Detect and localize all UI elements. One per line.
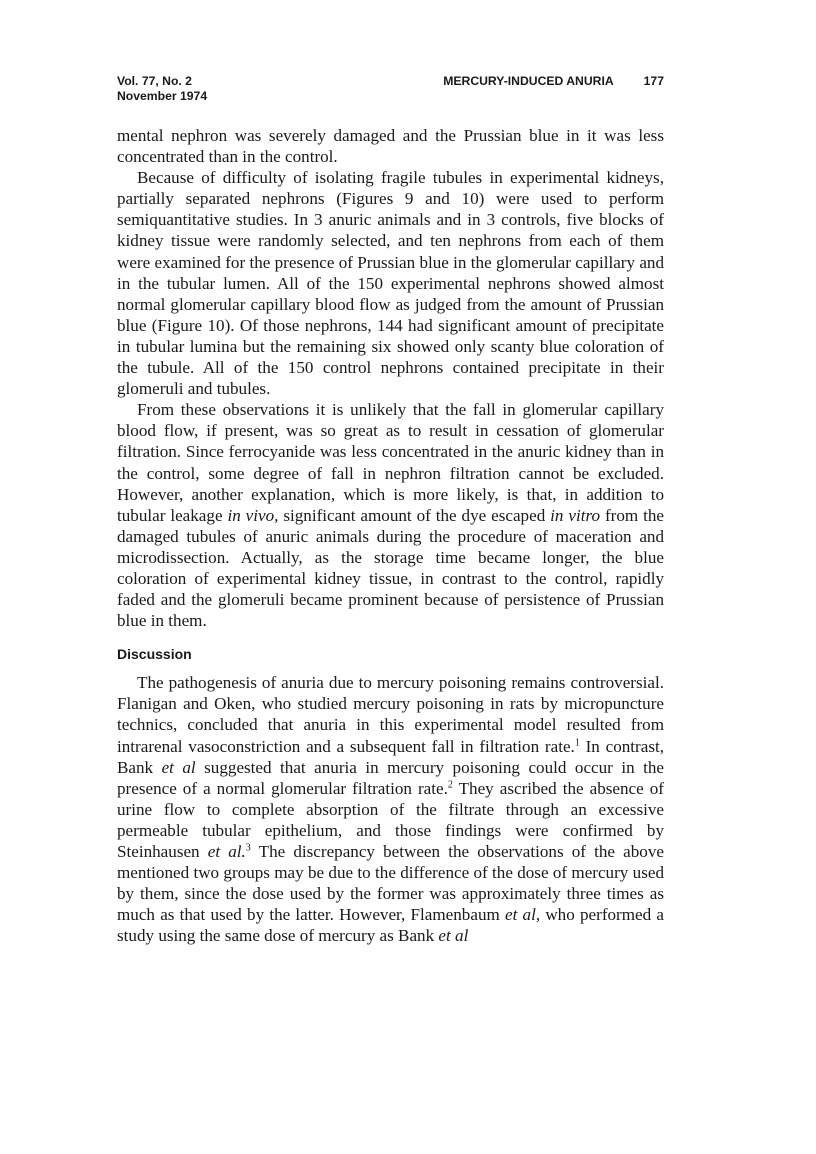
paragraph-discussion: [117, 672, 664, 946]
running-header: [443, 74, 664, 89]
paragraph-text: significant amount of the dye escaped: [278, 505, 551, 525]
paragraph-continued: [117, 125, 664, 167]
italic-in-vivo: in vivo,: [227, 505, 279, 525]
paragraph-semiquantitative-study: [117, 167, 664, 399]
article-body: [117, 125, 664, 946]
reference-superscript: 2: [447, 779, 453, 791]
paragraph-observations: [117, 399, 664, 631]
italic-et-al: et al: [161, 757, 196, 777]
journal-page: [117, 74, 664, 946]
paragraph-text: They ascribed the absence of urine flow to complete absorption of the filtrate through an excessive permeable tubular epithelium, and those findings were confirmed by Steinhausen: [117, 778, 664, 861]
paragraph-text: suggested that anuria in mercury poisoning could occur in the presence of a normal glomerular filtration rate.: [117, 757, 664, 798]
running-title: MERCURY-INDUCED ANURIA: [443, 74, 614, 88]
issue-date: November 1974: [117, 89, 208, 103]
paragraph-text: The discrepancy between the observations of the above mentioned two groups may be due to the difference of the dose of mercury used by them, since the dose used by the former was approximately three times as much as that used by the latter. However, Flamenbaum: [117, 842, 664, 925]
paragraph-text: The pathogenesis of anuria due to mercury poisoning remains controversial. Flanigan and Oken, who studied mercury poisoning in rats by micropuncture technics, concluded that anuria in this experimental model resulted from intrarenal vasoconstriction and a subsequent fall in filtration rate.: [117, 673, 664, 756]
journal-issue-info: [117, 74, 207, 104]
paragraph-text: In contrast, Bank: [117, 736, 665, 777]
reference-superscript: 3: [245, 842, 251, 854]
page-number: 177: [643, 74, 664, 88]
paragraph-text: from the damaged tubules of anuric animals during the procedure of maceration and microdissection. Actually, as the storage time became longer, the blue coloration of experimental kidney tissue, in contrast to the control, rapidly faded and the glomeruli became prominent because of persistence of Prussian blue in them.: [117, 505, 664, 631]
paragraph-text: mental nephron was severely damaged and the Prussian blue in it was less concentrated than in the control.: [117, 126, 664, 167]
italic-et-al: et al: [438, 926, 469, 946]
reference-superscript: 1: [574, 736, 580, 748]
italic-in-vitro: in vitro: [550, 505, 601, 525]
italic-et-al: et al,: [505, 905, 541, 925]
paragraph-text: who performed a study using the same dose of mercury as Bank: [117, 905, 664, 946]
section-heading-discussion: Discussion: [117, 646, 192, 663]
volume-number: Vol. 77, No. 2: [117, 74, 192, 88]
paragraph-text: From these observations it is unlikely that the fall in glomerular capillary blood flow, if present, was so great as to result in cessation of glomerular filtration. Since ferrocyanide was less concentrated in the anuric kidney than in the control, some degree of fall in nephron filtration cannot be excluded. However, another explanation, which is more likely, is that, in addition to tubular leakage: [117, 400, 664, 525]
page-header: [117, 74, 664, 110]
italic-et-al: et al.: [207, 842, 246, 861]
paragraph-text: Because of difficulty of isolating fragile tubules in experimental kidneys, partially separated nephrons (Figures 9 and 10) were used to perform semiquantitative studies. In 3 anuric animals and in 3 controls, five blocks of kidney tissue were randomly selected, and ten nephrons from each of them were examined for the presence of Prussian blue in the glomerular capillary and in the tubular lumen. All of the 150 experimental nephrons showed almost normal glomerular capillary blood flow as judged from the amount of Prussian blue (Figure 10). Of those nephrons, 144 had significant amount of precipitate in tubular lumina but the remaining six showed only scanty blue coloration of the tubule. All of the 150 control nephrons contained precipitate in their glomeruli and tubules.: [117, 168, 664, 399]
